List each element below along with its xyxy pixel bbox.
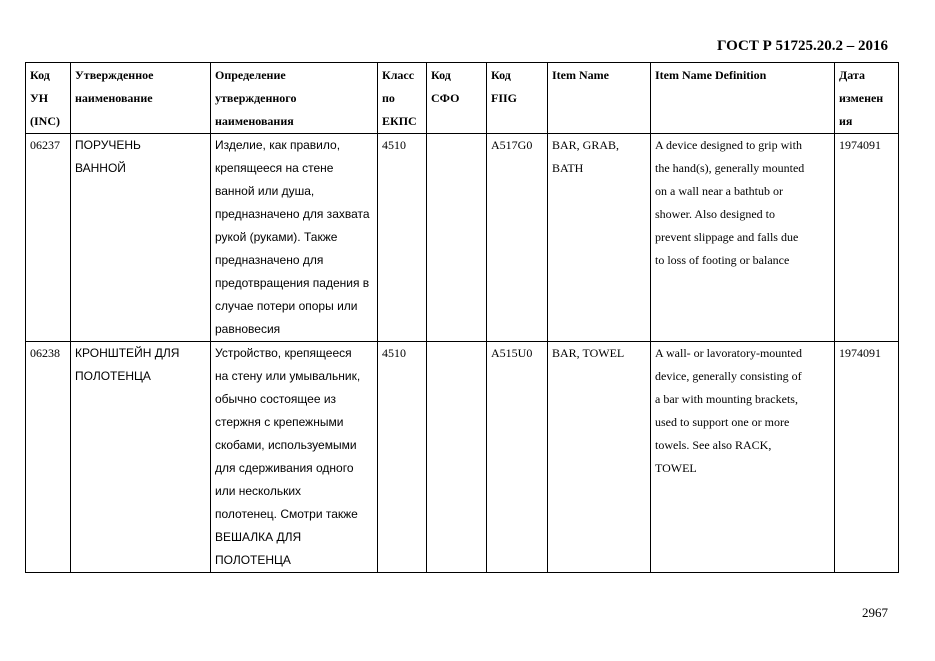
cell-class-ekps: 4510 <box>378 342 427 573</box>
cell-item-name: BAR, TOWEL <box>548 342 651 573</box>
cell-change-date: 1974091 <box>835 342 899 573</box>
header-code-sfo: Код СФО <box>427 63 487 134</box>
cell-approved-name: ПОРУЧЕНЬ ВАННОЙ <box>71 134 211 342</box>
header-inc: Код УН (INC) <box>26 63 71 134</box>
header-item-name: Item Name <box>548 63 651 134</box>
header-class-ekps: Класс по ЕКПС <box>378 63 427 134</box>
cell-class-ekps: 4510 <box>378 134 427 342</box>
cell-item-name-definition: A wall- or lavoratory-mounted device, generally consisting of a bar with mounting brackets, used to support one or more towels. See also RACK, TOWEL <box>651 342 835 573</box>
standard-title: ГОСТ Р 51725.20.2 – 2016 <box>716 38 888 54</box>
header-item-name-definition: Item Name Definition <box>651 63 835 134</box>
header-definition: Определение утвержденного наименования <box>211 63 378 134</box>
cell-inc: 06238 <box>26 342 71 573</box>
cell-item-name: BAR, GRAB, BATH <box>548 134 651 342</box>
header-code-fiig: Код FIIG <box>487 63 548 134</box>
cell-code-fiig: A515U0 <box>487 342 548 573</box>
cell-definition-ru: Устройство, крепящееся на стену или умывальник, обычно состоящее из стержня с крепежными скобами, используемыми для сдерживания одного или нескольких полотенец. Смотри также ВЕШАЛКА ДЛЯ ПОЛОТЕНЦА <box>211 342 378 573</box>
header-change-date: Дата изменен ия <box>835 63 899 134</box>
cell-code-sfo <box>427 134 487 342</box>
cell-approved-name: КРОНШТЕЙН ДЛЯ ПОЛОТЕНЦА <box>71 342 211 573</box>
cell-item-name-definition: A device designed to grip with the hand(s), generally mounted on a wall near a bathtub or shower. Also designed to prevent slippage and falls due to loss of footing or balance <box>651 134 835 342</box>
inc-table <box>25 62 899 573</box>
table-header-row <box>26 63 899 134</box>
page-number: 2967 <box>862 605 888 620</box>
header-approved-name: Утвержденное наименование <box>71 63 211 134</box>
table-row <box>26 134 899 342</box>
cell-inc: 06237 <box>26 134 71 342</box>
cell-code-fiig: A517G0 <box>487 134 548 342</box>
table-row <box>26 342 899 573</box>
cell-definition-ru: Изделие, как правило, крепящееся на стене ванной или душа, предназначено для захвата рукой (руками). Также предназначено для предотвращения падения в случае потери опоры или равновесия <box>211 134 378 342</box>
cell-change-date: 1974091 <box>835 134 899 342</box>
cell-code-sfo <box>427 342 487 573</box>
